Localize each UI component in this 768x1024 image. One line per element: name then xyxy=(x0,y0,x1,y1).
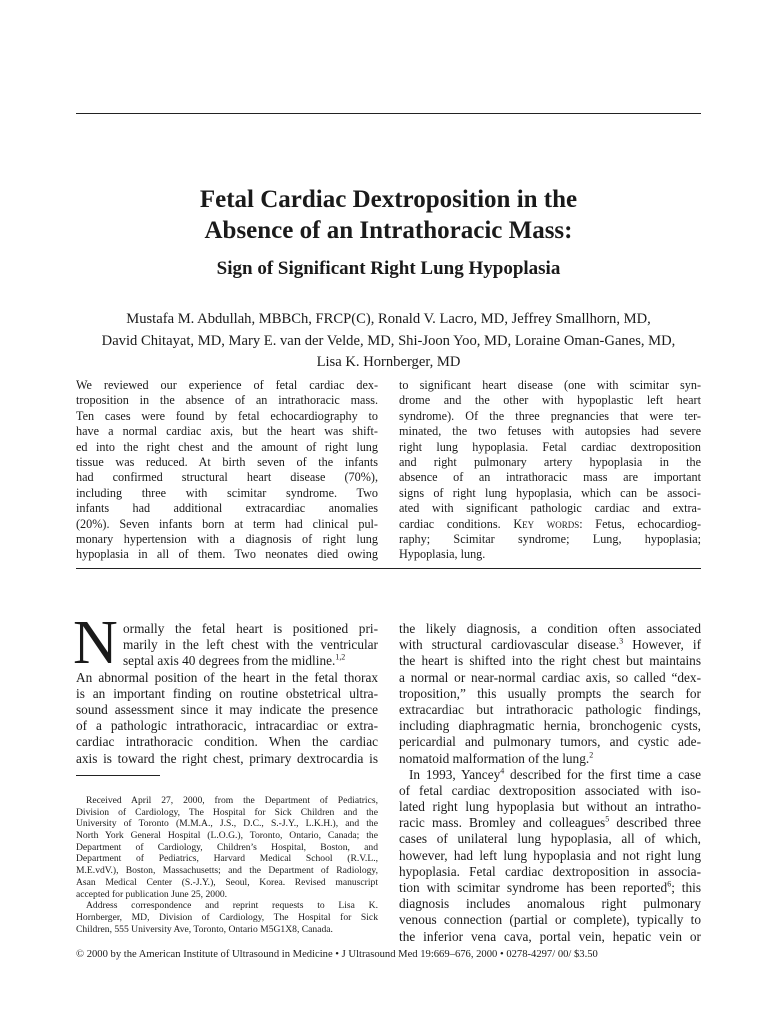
body-line: the likely diagnosis, a condition often associated xyxy=(399,621,701,636)
abstract-left-column xyxy=(76,378,378,563)
body-line: marily in the left chest with the ventricular xyxy=(123,637,378,653)
body-line xyxy=(76,653,378,669)
abstract-line: right lung hypoplasia. Fetal cardiac dextroposition xyxy=(399,439,701,454)
footnote-line: M.E.vdV.), Boston, Massachusetts; and the Department of Radiology, xyxy=(76,865,378,877)
footnote-line: Address correspondence and reprint requests to Lisa K. xyxy=(86,900,378,912)
body-line-text: septal axis 40 degrees from the midline. xyxy=(123,653,336,669)
body-line-text: ; this xyxy=(671,880,702,895)
keywords-label: Key words: xyxy=(513,516,583,531)
author-line: David Chitayat, MD, Mary E. van der Velde, MD, Shi-Joon Yoo, MD, Loraine Oman-Ganes, MD, xyxy=(101,332,676,349)
body-line: An abnormal position of the heart in the fetal thorax xyxy=(76,669,378,685)
citation-sup: 6 xyxy=(667,879,672,889)
footnote-line: Received April 27, 2000, from the Department of Pediatrics, xyxy=(86,795,378,806)
abstract-keywords-line xyxy=(399,517,701,532)
body-line xyxy=(399,815,701,831)
footnote-line: Division of Cardiology, The Hospital for Sick Children and the xyxy=(76,806,378,818)
body-line-text: racic mass. Bromley and colleagues xyxy=(399,815,606,831)
citation-sup: 3 xyxy=(619,636,624,646)
body-right-column xyxy=(399,621,701,945)
abstract-line: raphy; Scimitar syndrome; Lung, hypoplasia; xyxy=(399,531,701,546)
abstract-line: tissue was reduced. At birth seven of the infants xyxy=(76,454,378,469)
body-line: is an important finding on routine obstetrical ultra- xyxy=(76,685,378,701)
abstract-line: minated, the two fetuses with autopsies had severe xyxy=(399,424,701,439)
body-line: cardiac intrathoracic condition. When the cardiac xyxy=(76,734,378,750)
body-line-text: described three xyxy=(609,815,702,831)
footnote-line: North York General Hospital (L.O.G.), Toronto, Ontario, Canada; the xyxy=(76,830,378,842)
drop-cap: N xyxy=(73,609,118,677)
body-left-column xyxy=(76,621,378,767)
abstract-line: ated with significant pathologic cardiac and extra- xyxy=(399,501,701,516)
abstract-line: absence of an intrathoracic mass are important xyxy=(399,470,701,485)
body-line: cases of unilateral lung hypoplasia, all of which, xyxy=(399,831,701,847)
abstract-line: signs of right lung hypoplasia, which can be associ- xyxy=(399,485,701,500)
abstract-line: hypoplasia in all of them. Two neonates died owing xyxy=(76,547,378,562)
body-line: of fetal cardiac dextroposition associated with iso- xyxy=(399,782,701,798)
keywords-text: Fetus, echocardiog- xyxy=(582,516,702,531)
body-line: of a pathologic intrathoracic, intracardiac or extra- xyxy=(76,718,378,734)
body-line-text: described for the first time a case xyxy=(504,766,701,782)
section-rule xyxy=(76,568,701,569)
abstract-line: We reviewed our experience of fetal cardiac dex- xyxy=(76,378,378,392)
article-subtitle: Sign of Significant Right Lung Hypoplasia xyxy=(216,258,561,279)
body-line: the heart is shifted into the right chest but maintains xyxy=(399,653,701,669)
abstract-line: (20%). Seven infants born at term had clinical pul- xyxy=(76,516,378,531)
abstract-line: syndrome). Of the three pregnancies that were ter- xyxy=(399,408,701,423)
body-line: axis is toward the right chest, primary dextrocardia is xyxy=(76,750,378,766)
abstract-line: Ten cases were found by fetal echocardiography to xyxy=(76,408,378,423)
body-line-text: In 1993, Yancey xyxy=(409,766,501,782)
footnote xyxy=(76,795,378,935)
body-line xyxy=(399,767,701,783)
footnote-line: Hornberger, MD, Division of Cardiology, The Hospital for Sick xyxy=(76,911,378,923)
abstract-line: drome and the other with hypoplastic left heart xyxy=(399,393,701,408)
abstract-line: including three with scimitar syndrome. Two xyxy=(76,485,378,500)
abstract-line: have a normal cardiac axis, but the heart was shift- xyxy=(76,424,378,439)
author-line: Mustafa M. Abdullah, MBBCh, FRCP(C), Ronald V. Lacro, MD, Jeffrey Smallhorn, MD, xyxy=(126,311,651,327)
abstract-line: troposition in the absence of an intrathoracic mass. xyxy=(76,393,378,408)
body-line: extracardiac but intrathoracic pathologic findings, xyxy=(399,701,701,717)
title-line: Absence of an Intrathoracic Mass: xyxy=(204,217,573,244)
footnote-line: accepted for publication June 25, 2000. xyxy=(76,888,228,900)
body-line: sound assessment since it may indicate the presence xyxy=(76,701,378,717)
body-line: pericardial and pulmonary tumors, and cystic ade- xyxy=(399,734,701,750)
footnote-line: Department of Cardiology, Children’s Hospital, Boston, and xyxy=(76,841,378,853)
footnote-line: Asan Medical Center (S.-J.Y.), Seoul, Korea. Revised manuscript xyxy=(76,876,378,888)
body-line-text: However, if xyxy=(623,637,702,653)
body-line xyxy=(399,880,701,896)
article-title xyxy=(76,184,701,246)
abstract-line-text: cardiac conditions. xyxy=(399,516,501,531)
abstract-line: to significant heart disease (one with scimitar syn- xyxy=(399,378,701,392)
body-line: however, had left lung hypoplasia and not right lung xyxy=(399,847,701,863)
author-list xyxy=(76,309,701,374)
abstract-line: Hypoplasia, lung. xyxy=(399,547,486,562)
abstract-line: monary hypertension with a diagnosis of right lung xyxy=(76,531,378,546)
abstract-line: ed into the right chest and the amount of right lung xyxy=(76,439,378,454)
footnote-rule xyxy=(76,775,160,776)
body-line-text: nomatoid malformation of the lung. xyxy=(399,750,590,766)
abstract-line: and right pulmonary artery hypoplasia in the xyxy=(399,454,701,469)
abstract-right-column xyxy=(399,378,701,563)
body-line: the inferior vena cava, portal vein, hepatic vein or xyxy=(399,928,701,944)
title-line: Fetal Cardiac Dextroposition in the xyxy=(199,186,578,213)
body-line: venous connection (partial or complete), typically to xyxy=(399,912,701,928)
citation-sup: 5 xyxy=(605,814,610,824)
citation-sup: 2 xyxy=(589,750,594,760)
footnote-line: Department of Pediatrics, Harvard Medical School (R.V.L., xyxy=(76,853,378,865)
body-line xyxy=(399,751,701,767)
body-line xyxy=(399,637,701,653)
body-line: hypoplasia. Fetal cardiac dextroposition in associa- xyxy=(399,863,701,879)
author-line: Lisa K. Hornberger, MD xyxy=(316,354,461,370)
body-line: a normal or near-normal cardiac axis, so called “dex- xyxy=(399,669,701,685)
body-line-text: tion with scimitar syndrome has been reported xyxy=(399,880,668,895)
body-line-text: with structural cardiovascular disease. xyxy=(399,637,620,653)
footnote-line: University of Toronto (M.M.A., J.S., D.C., S.-J.Y., L.K.H.), and the xyxy=(76,818,378,830)
body-line: diagnosis includes anomalous right pulmonary xyxy=(399,896,701,912)
body-line: lated right lung hypoplasia but without an intratho- xyxy=(399,799,701,815)
footnote-line: Children, 555 University Ave, Toronto, Ontario M5G1X8, Canada. xyxy=(76,923,333,935)
body-line: including diaphragmatic hernia, bronchogenic cysts, xyxy=(399,718,701,734)
top-rule xyxy=(76,113,701,114)
citation-sup: 4 xyxy=(500,766,505,776)
citation-sup: 1,2 xyxy=(335,652,346,662)
body-line: troposition,” this usually prompts the search for xyxy=(399,685,701,701)
abstract-line: infants had additional extracardiac anomalies xyxy=(76,501,378,516)
copyright-line: © 2000 by the American Institute of Ultrasound in Medicine • J Ultrasound Med 19:669–676, 2000 • 0278-4297/ 00/ $3.50 xyxy=(76,949,598,960)
body-line: ormally the fetal heart is positioned pri- xyxy=(123,621,378,636)
abstract-line: had confirmed structural heart disease (70%), xyxy=(76,470,378,485)
